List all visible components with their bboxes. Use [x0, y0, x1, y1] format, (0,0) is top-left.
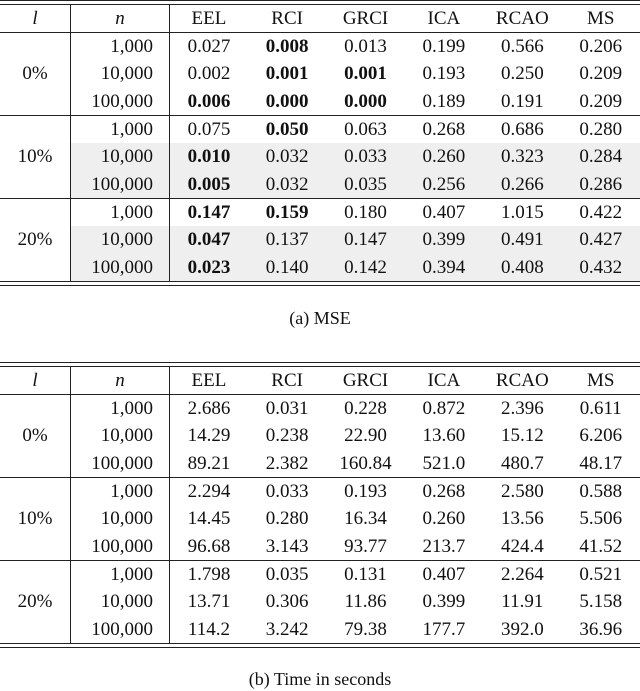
value-cell: 41.52	[562, 532, 640, 560]
value-cell: 0.033	[326, 143, 404, 170]
value-cell: 3.143	[248, 532, 326, 560]
sample-size-cell: 10,000	[71, 226, 170, 253]
value-cell: 0.686	[500, 119, 544, 141]
value-cell: 0.147	[326, 226, 404, 253]
value-cell: 0.399	[422, 591, 466, 613]
value-cell: 0.131	[344, 563, 387, 585]
value-cell: 0.268	[422, 119, 466, 141]
value-cell: 0.422	[579, 201, 623, 223]
value-cell: 0.209	[579, 63, 623, 85]
value-cell: 0.193	[344, 481, 387, 503]
value-cell: 0.199	[422, 36, 466, 58]
group-label: 20%	[0, 560, 71, 642]
header-method-ms: MS	[562, 367, 640, 395]
value-cell: 114.2	[187, 618, 230, 640]
value-cell: 177.7	[422, 618, 466, 640]
value-cell: 0.209	[562, 88, 640, 116]
sample-size-cell: 10,000	[71, 505, 170, 532]
mse-caption: (a) MSE	[289, 308, 351, 328]
sample-size-cell: 100,000	[71, 253, 170, 280]
value-cell: 14.29	[187, 425, 231, 447]
value-cell: 0.588	[579, 481, 623, 503]
sample-size-cell: 100,000	[71, 532, 170, 560]
value-cell: 0.566	[500, 36, 544, 58]
header-method-rci: RCI	[248, 5, 326, 33]
value-cell: 0.268	[422, 481, 466, 503]
header-n: n	[71, 367, 170, 395]
value-cell: 11.91	[501, 591, 544, 613]
mse-table-container	[0, 0, 640, 286]
value-cell: 36.96	[579, 618, 623, 640]
value-cell: 5.158	[579, 591, 623, 613]
value-cell: 0.010	[170, 143, 248, 170]
value-cell: 13.56	[500, 508, 544, 530]
value-cell: 0.027	[187, 36, 231, 58]
value-cell: 0.399	[405, 226, 483, 253]
value-cell: 0.191	[483, 88, 561, 116]
value-cell: 0.047	[170, 226, 248, 253]
header-method-grci: GRCI	[326, 367, 404, 395]
value-cell: 0.193	[422, 63, 466, 85]
table-row	[0, 422, 640, 449]
table-row	[0, 33, 640, 61]
value-cell: 0.008	[265, 36, 309, 58]
value-cell: 0.032	[248, 170, 326, 198]
value-cell: 0.001	[265, 63, 309, 85]
value-cell: 0.521	[579, 563, 623, 585]
value-cell: 3.242	[265, 618, 309, 640]
value-cell: 13.71	[187, 591, 231, 613]
sample-size-cell: 100,000	[71, 170, 170, 198]
table-row	[0, 60, 640, 87]
header-l: l	[0, 5, 71, 33]
value-cell: 93.77	[326, 532, 404, 560]
value-cell: 0.407	[422, 201, 466, 223]
sample-size-cell: 1,000	[71, 115, 170, 143]
value-cell: 0.000	[248, 88, 326, 116]
value-cell: 0.075	[187, 119, 231, 141]
sample-size-cell: 1,000	[71, 395, 170, 423]
value-cell: 0.491	[483, 226, 561, 253]
value-cell: 2.686	[187, 398, 231, 420]
value-cell: 521.0	[405, 450, 483, 478]
value-cell: 22.90	[344, 425, 387, 447]
header-method-grci: GRCI	[326, 5, 404, 33]
value-cell: 0.256	[405, 170, 483, 198]
group-label: 10%	[0, 477, 71, 560]
value-cell: 15.12	[500, 425, 544, 447]
sample-size-cell: 100,000	[71, 450, 170, 478]
value-cell: 0.611	[579, 398, 622, 420]
value-cell: 13.60	[422, 425, 466, 447]
value-cell: 0.306	[265, 591, 309, 613]
value-cell: 0.280	[579, 119, 623, 141]
value-cell: 5.506	[579, 508, 623, 530]
table-row	[0, 477, 640, 505]
value-cell: 0.408	[483, 253, 561, 280]
sample-size-cell: 10,000	[71, 60, 170, 87]
sample-size-cell: 1,000	[71, 198, 170, 226]
group-label: 0%	[0, 395, 71, 478]
sample-size-cell: 1,000	[71, 33, 170, 61]
table-row	[0, 588, 640, 615]
sample-size-cell: 100,000	[71, 615, 170, 642]
table-row	[0, 615, 640, 642]
header-method-rcao: RCAO	[483, 5, 561, 33]
table-row	[0, 532, 640, 560]
group-label: 20%	[0, 198, 71, 280]
sample-size-cell: 10,000	[71, 422, 170, 449]
value-cell: 1.798	[187, 563, 231, 585]
value-cell: 0.250	[500, 63, 544, 85]
value-cell: 16.34	[344, 508, 387, 530]
bottom-rule	[0, 281, 640, 286]
value-cell: 0.180	[344, 201, 387, 223]
header-n: n	[71, 5, 170, 33]
sample-size-cell: 1,000	[71, 477, 170, 505]
time-caption: (b) Time in seconds	[248, 669, 392, 689]
value-cell: 0.063	[344, 119, 387, 141]
value-cell: 0.035	[265, 563, 309, 585]
mse-table	[0, 5, 640, 281]
value-cell: 6.206	[579, 425, 623, 447]
header-method-rcao: RCAO	[483, 367, 561, 395]
bottom-rule	[0, 643, 640, 648]
value-cell: 0.238	[265, 425, 309, 447]
sample-size-cell: 1,000	[71, 560, 170, 588]
value-cell: 0.023	[170, 253, 248, 280]
value-cell: 0.432	[562, 253, 640, 280]
header-method-ms: MS	[562, 5, 640, 33]
sample-size-cell: 10,000	[71, 143, 170, 170]
table-row	[0, 226, 640, 253]
time-table-container	[0, 362, 640, 648]
value-cell: 0.407	[422, 563, 466, 585]
value-cell: 11.86	[344, 591, 387, 613]
time-table	[0, 367, 640, 643]
value-cell: 0.280	[265, 508, 309, 530]
value-cell: 48.17	[562, 450, 640, 478]
table-row	[0, 395, 640, 423]
value-cell: 213.7	[405, 532, 483, 560]
value-cell: 0.002	[187, 63, 231, 85]
value-cell: 79.38	[344, 618, 387, 640]
value-cell: 0.206	[579, 36, 623, 58]
value-cell: 0.031	[265, 398, 309, 420]
value-cell: 14.45	[187, 508, 231, 530]
value-cell: 2.580	[500, 481, 544, 503]
value-cell: 0.394	[405, 253, 483, 280]
table-row	[0, 143, 640, 170]
table-row	[0, 198, 640, 226]
value-cell: 0.159	[265, 201, 309, 223]
value-cell: 0.872	[422, 398, 466, 420]
value-cell: 0.033	[265, 481, 309, 503]
value-cell: 0.260	[422, 508, 466, 530]
value-cell: 0.140	[248, 253, 326, 280]
value-cell: 0.147	[187, 201, 231, 223]
value-cell: 424.4	[483, 532, 561, 560]
value-cell: 0.189	[405, 88, 483, 116]
value-cell: 89.21	[170, 450, 248, 478]
sample-size-cell: 10,000	[71, 588, 170, 615]
value-cell: 0.000	[326, 88, 404, 116]
header-method-ica: ICA	[405, 5, 483, 33]
value-cell: 392.0	[500, 618, 544, 640]
value-cell: 0.286	[562, 170, 640, 198]
value-cell: 1.015	[500, 201, 544, 223]
value-cell: 96.68	[170, 532, 248, 560]
value-cell: 0.266	[483, 170, 561, 198]
value-cell: 0.284	[562, 143, 640, 170]
header-row	[0, 367, 640, 395]
table-row	[0, 560, 640, 588]
value-cell: 2.264	[500, 563, 544, 585]
group-label: 0%	[0, 33, 71, 116]
header-method-eel: EEL	[170, 5, 248, 33]
table-row	[0, 505, 640, 532]
value-cell: 2.294	[187, 481, 231, 503]
value-cell: 0.323	[483, 143, 561, 170]
table-row	[0, 115, 640, 143]
value-cell: 0.032	[248, 143, 326, 170]
value-cell: 0.142	[326, 253, 404, 280]
value-cell: 0.005	[170, 170, 248, 198]
header-l: l	[0, 367, 71, 395]
value-cell: 0.013	[344, 36, 387, 58]
table-row	[0, 450, 640, 478]
value-cell: 480.7	[483, 450, 561, 478]
value-cell: 0.427	[562, 226, 640, 253]
table-row	[0, 253, 640, 280]
value-cell: 0.050	[265, 119, 309, 141]
header-method-eel: EEL	[170, 367, 248, 395]
header-method-rci: RCI	[248, 367, 326, 395]
value-cell: 0.006	[170, 88, 248, 116]
table-row	[0, 88, 640, 116]
value-cell: 2.396	[500, 398, 544, 420]
table-row	[0, 170, 640, 198]
value-cell: 0.035	[326, 170, 404, 198]
group-label: 10%	[0, 115, 71, 198]
value-cell: 0.260	[405, 143, 483, 170]
value-cell: 0.137	[248, 226, 326, 253]
value-cell: 160.84	[326, 450, 404, 478]
header-method-ica: ICA	[405, 367, 483, 395]
header-row	[0, 5, 640, 33]
value-cell: 0.001	[344, 63, 387, 85]
value-cell: 2.382	[248, 450, 326, 478]
value-cell: 0.228	[344, 398, 387, 420]
sample-size-cell: 100,000	[71, 88, 170, 116]
